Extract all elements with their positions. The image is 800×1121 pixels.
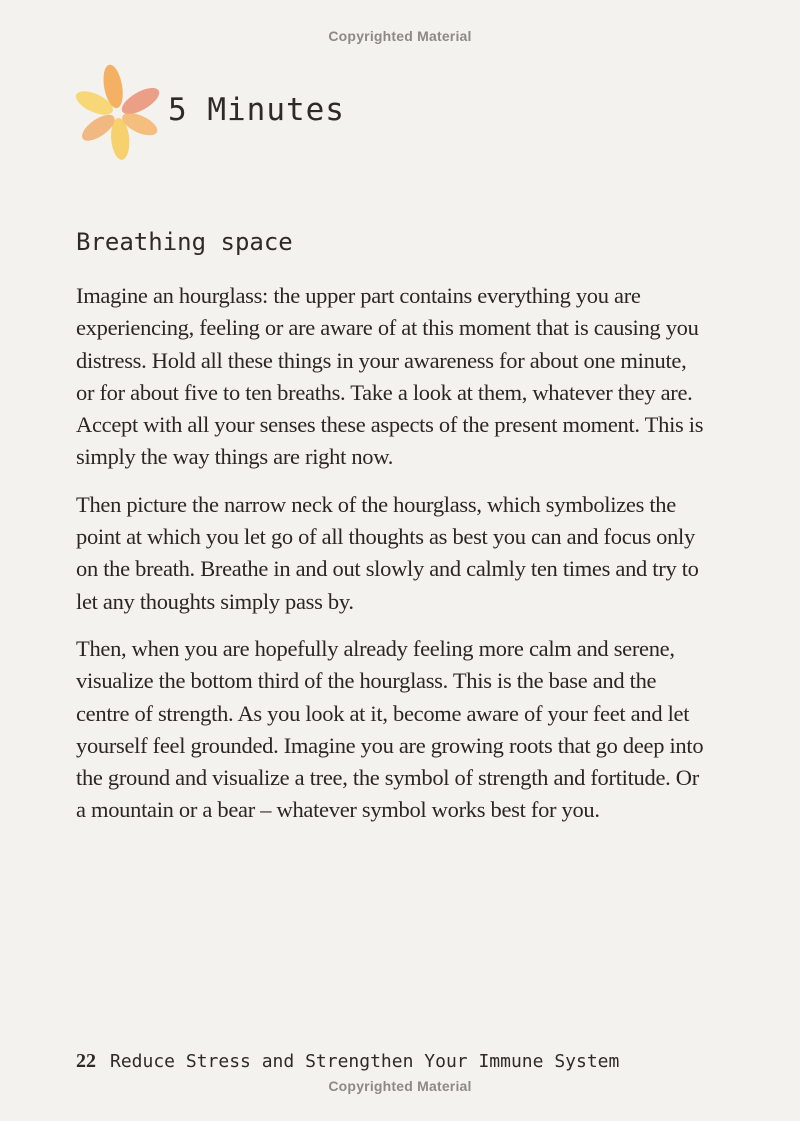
flower-icon (74, 62, 164, 162)
copyright-watermark-bottom: Copyrighted Material (328, 1078, 472, 1094)
page-footer (76, 1050, 619, 1073)
chapter-title: 5 Minutes (168, 92, 345, 128)
paragraph-3: Then, when you are hopefully already feeling more calm and serene, visualize the bottom third of the hourglass. This is the base and the centre of strength. As you look at it, become aware of your feet and let yourself feel grounded. Imagine you are growing roots that go deep into the ground and visualize a tree, the symbol of strength and fortitude. Or a mountain or a bear – whatever symbol works best for you. (76, 635, 704, 823)
running-title: Reduce Stress and Strengthen Your Immune System (110, 1051, 620, 1072)
section-heading: Breathing space (76, 228, 293, 256)
body-text (76, 280, 706, 842)
copyright-watermark-top: Copyrighted Material (328, 28, 472, 44)
paragraph-2: Then picture the narrow neck of the hourglass, which symbolizes the point at which you let go of all thoughts as best you can and focus only on the breath. Breathe in and out slowly and calmly ten times and try to let any thoughts simply pass by. (76, 491, 699, 614)
paragraph-1: Imagine an hourglass: the upper part contains everything you are experiencing, feeling or are aware of at this moment that is causing you distress. Hold all these things in your awareness for about one minute, or for about five to ten breaths. Take a look at them, whatever they are. Accept with all your senses these aspects of the present moment. This is simply the way things are right now. (76, 283, 704, 470)
page-number: 22 (76, 1050, 96, 1072)
